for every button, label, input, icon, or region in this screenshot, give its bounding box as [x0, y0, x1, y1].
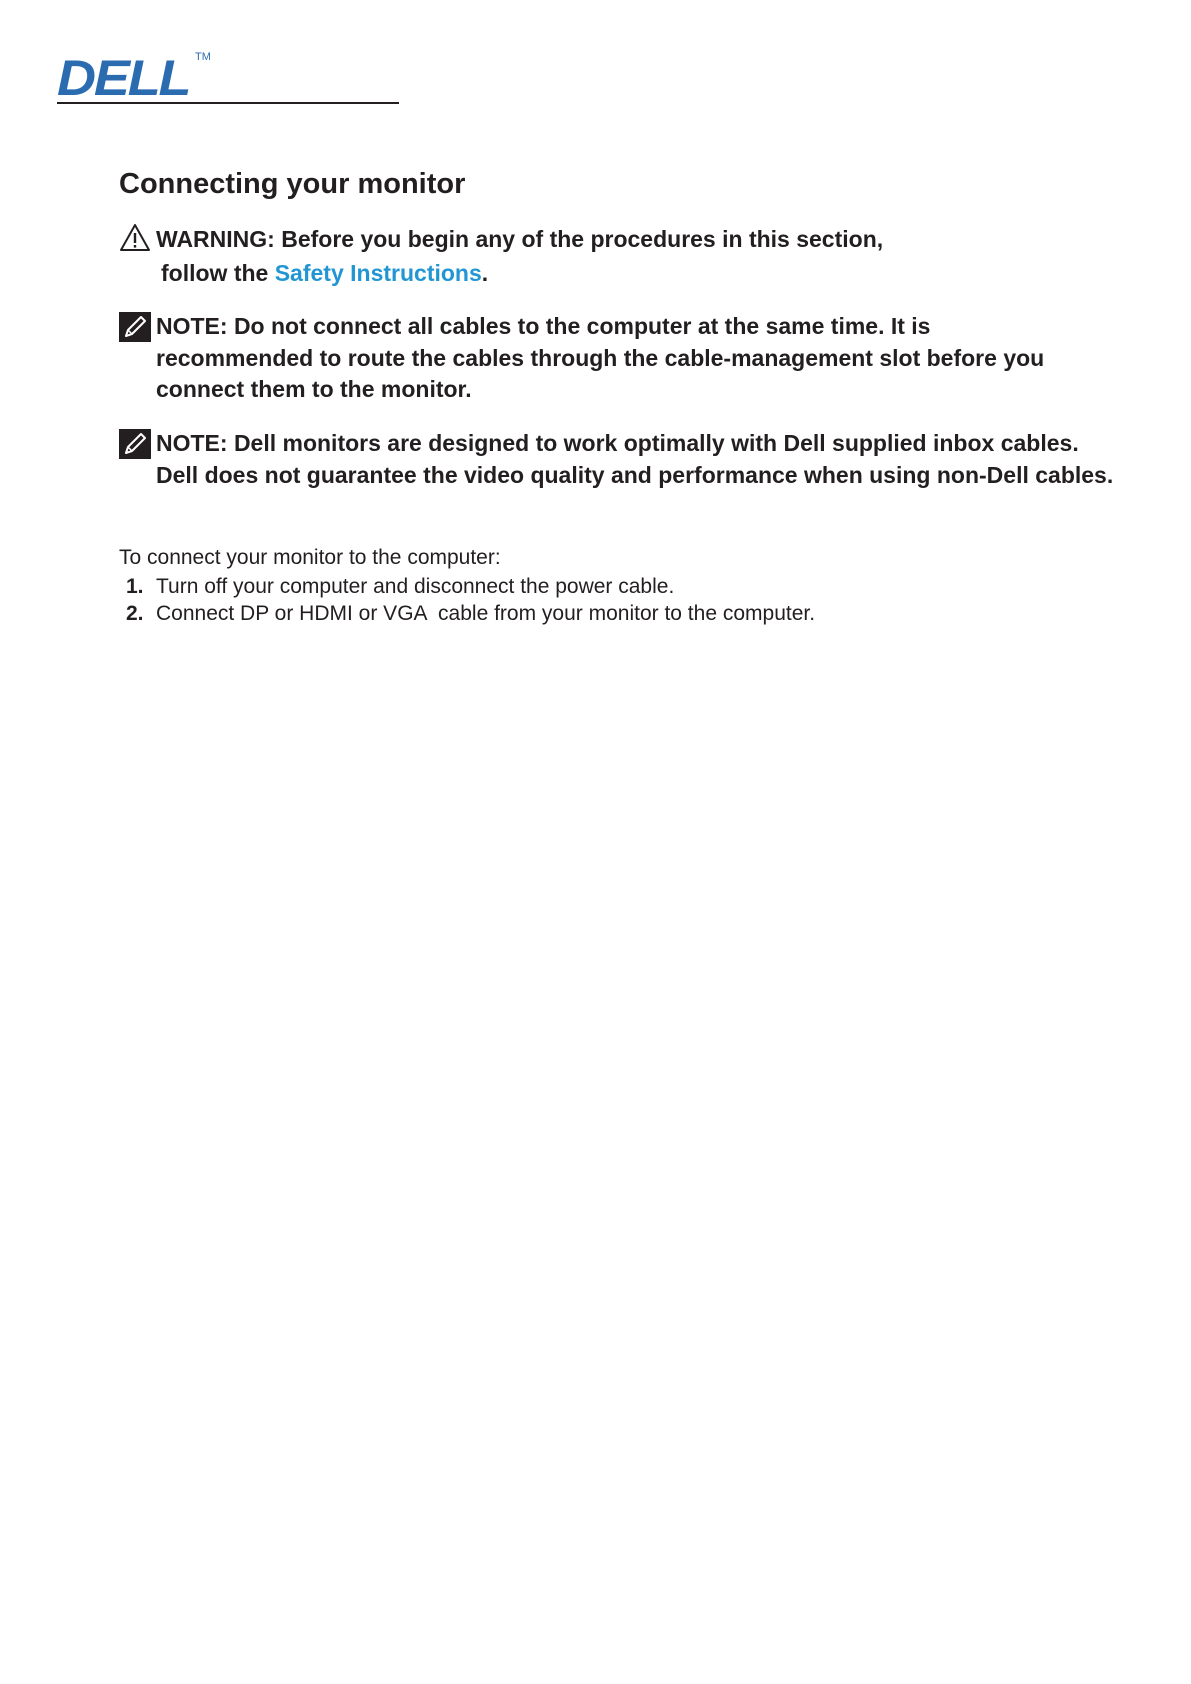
steps-list: [119, 573, 815, 627]
step-text: Connect DP or HDMI or VGA cable from your monitor to the computer.: [156, 602, 816, 625]
trademark-symbol: TM: [195, 51, 211, 63]
header-divider: [57, 102, 399, 104]
step-text: Turn off your computer and disconnect the power cable.: [156, 575, 675, 598]
note-dell-cables-text: NOTE: Dell monitors are designed to work optimally with Dell supplied inbox cables. Dell does not guarantee the video quality and performance when using non-Dell cables.: [156, 430, 1114, 488]
note-dell-cables: [119, 428, 1116, 491]
instructions-intro: To connect your monitor to the computer:: [119, 546, 501, 569]
warning-triangle-icon: [119, 223, 151, 253]
warning-suffix: .: [481, 260, 489, 286]
list-item: [119, 573, 815, 600]
step-number: 1.: [126, 575, 144, 598]
safety-instructions-link[interactable]: Safety Instructions: [274, 260, 482, 286]
list-item: [119, 600, 815, 627]
warning-text-line2: [119, 256, 1121, 290]
warning-notice: [119, 222, 1121, 290]
dell-logo: [57, 50, 211, 106]
note-cables-text: NOTE: Do not connect all cables to the computer at the same time. It is recommended to route the cables through the cable-management slot before you connect them to the monitor.: [156, 313, 1045, 402]
page-title: Connecting your monitor: [119, 168, 466, 200]
note-pencil-icon: [119, 429, 151, 459]
note-cables: [119, 311, 1086, 406]
warning-text-line1: WARNING: Before you begin any of the procedures in this section,: [156, 226, 884, 252]
warning-prefix: follow the: [161, 260, 275, 286]
dell-logo-text: DELL: [57, 50, 190, 106]
note-pencil-icon: [119, 312, 151, 342]
step-number: 2.: [126, 602, 144, 625]
